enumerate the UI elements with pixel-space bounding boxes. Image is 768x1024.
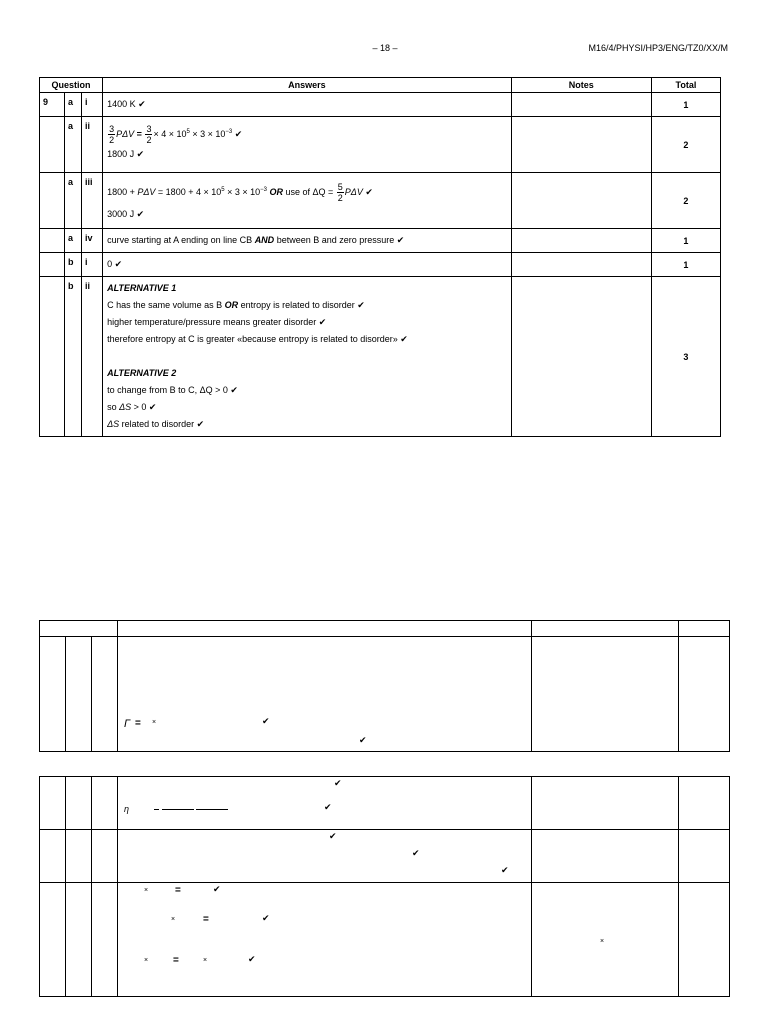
question-number [40, 117, 65, 173]
times-sign: × [144, 957, 149, 964]
answers-header: Answers [103, 78, 512, 93]
total-cell: 1 [651, 93, 720, 117]
check-mark: ✔ [262, 716, 270, 726]
question-number [40, 173, 65, 229]
question-number [40, 229, 65, 253]
page-number: – 18 – [372, 43, 398, 53]
table-row [40, 173, 721, 229]
total-header: Total [651, 78, 720, 93]
check-mark: ✔ [412, 848, 420, 858]
question-header: Question [40, 78, 103, 93]
answer-cell [103, 93, 512, 117]
question-subpart: iv [82, 229, 103, 253]
question-subpart: ii [82, 277, 103, 437]
notes-header: Notes [511, 78, 651, 93]
fraction: $\frac{5}{2}$ [337, 182, 343, 204]
answer-cell [118, 637, 532, 752]
table-row [40, 229, 721, 253]
total-cell: 1 [651, 229, 720, 253]
check-mark: ✔ [213, 884, 221, 894]
total-cell: 2 [651, 117, 720, 173]
answer-text: curve starting at A ending on line CB AND between B and zero pressure ✔ [107, 235, 405, 245]
question-number [40, 253, 65, 277]
notes-cell [511, 277, 651, 437]
table-row [40, 637, 730, 752]
answer-cell [103, 173, 512, 229]
answer-equation: $1800 + P\Delta V = 1800 + 4 \times 10^5 \times 3 \times 10^{-3}$ OR use of ΔQ = $\frac{5}{2}$ PΔV ✔ [107, 182, 373, 204]
fraction: $\frac{3}{2}$ [146, 124, 152, 146]
notes-cell [511, 173, 651, 229]
total-cell: 1 [651, 253, 720, 277]
answer-text: so ΔS > 0 ✔ [107, 402, 157, 412]
check-mark: ✔ [329, 831, 337, 841]
answer-text: 3000 J ✔ [107, 209, 145, 219]
notes-cell [511, 229, 651, 253]
notes-cell [511, 253, 651, 277]
question-part: a [65, 229, 82, 253]
times-sign: × [600, 938, 605, 945]
equals-sign: = [135, 718, 141, 729]
question-subpart: i [82, 253, 103, 277]
answer-cell [103, 117, 512, 173]
answer-text: 0 ✔ [107, 259, 123, 269]
question-subpart: i [82, 93, 103, 117]
document-code: M16/4/PHYSI/HP3/ENG/TZ0/XX/M [588, 43, 728, 53]
eta-symbol: η [124, 804, 129, 814]
fraction: $\frac{3}{2}$ [109, 124, 115, 146]
markscheme-table [39, 77, 721, 437]
answer-equation: $\frac{3}{2}$ PΔV = $\frac{3}{2}$ × $4 \times 10^5 \times 3 \times 10^{-3}$ ✔ [109, 124, 243, 146]
check-mark: ✔ [334, 778, 342, 788]
times-sign: × [152, 719, 157, 726]
question-subpart: ii [82, 117, 103, 173]
notes-cell [511, 117, 651, 173]
answer-cell [103, 277, 512, 437]
table-row [40, 93, 721, 117]
check-mark: ✔ [359, 735, 367, 745]
total-cell: 2 [651, 173, 720, 229]
check-mark: ✔ [324, 802, 332, 812]
answer-text: to change from B to C, ΔQ > 0 ✔ [107, 385, 238, 395]
question-part: b [65, 253, 82, 277]
check-mark: ✔ [262, 913, 270, 923]
question-part: a [65, 173, 82, 229]
equals-sign: = [203, 914, 209, 925]
answer-text: 1800 J ✔ [107, 149, 145, 159]
answer-cell [103, 229, 512, 253]
answer-cell [103, 253, 512, 277]
answer-cell [118, 883, 532, 997]
empty-table-lower [39, 776, 730, 997]
answer-text: 1400 K ✔ [107, 99, 146, 109]
answer-cell [118, 830, 532, 883]
check-mark: ✔ [248, 954, 256, 964]
table-header-row [40, 621, 730, 637]
table-row [40, 277, 721, 437]
question-part: a [65, 93, 82, 117]
times-sign: × [203, 957, 208, 964]
table-row [40, 830, 730, 883]
alternative-heading: ALTERNATIVE 1 [107, 283, 177, 293]
gamma-symbol: Γ [124, 718, 131, 730]
notes-cell [532, 883, 679, 997]
equation-fragment [154, 804, 228, 814]
times-sign: × [171, 916, 176, 923]
question-number [40, 277, 65, 437]
answer-text: ΔS related to disorder ✔ [107, 419, 205, 429]
check-mark: ✔ [501, 865, 509, 875]
total-cell: 3 [651, 277, 720, 437]
times-sign: × [144, 887, 149, 894]
empty-table-upper [39, 620, 730, 752]
table-header-row [40, 78, 721, 93]
equals-sign: = [175, 885, 181, 896]
table-row [40, 253, 721, 277]
answer-text: higher temperature/pressure means greater disorder ✔ [107, 317, 327, 327]
answer-cell [118, 777, 532, 830]
equals-sign: = [173, 955, 179, 966]
question-part: b [65, 277, 82, 437]
table-row [40, 777, 730, 830]
table-row [40, 883, 730, 997]
question-number: 9 [40, 93, 65, 117]
answer-text: therefore entropy at C is greater «because entropy is related to disorder» ✔ [107, 334, 408, 344]
question-subpart: iii [82, 173, 103, 229]
alternative-heading: ALTERNATIVE 2 [107, 368, 177, 378]
table-row [40, 117, 721, 173]
answer-text: C has the same volume as B OR entropy is related to disorder ✔ [107, 300, 365, 310]
notes-cell [511, 93, 651, 117]
question-part: a [65, 117, 82, 173]
